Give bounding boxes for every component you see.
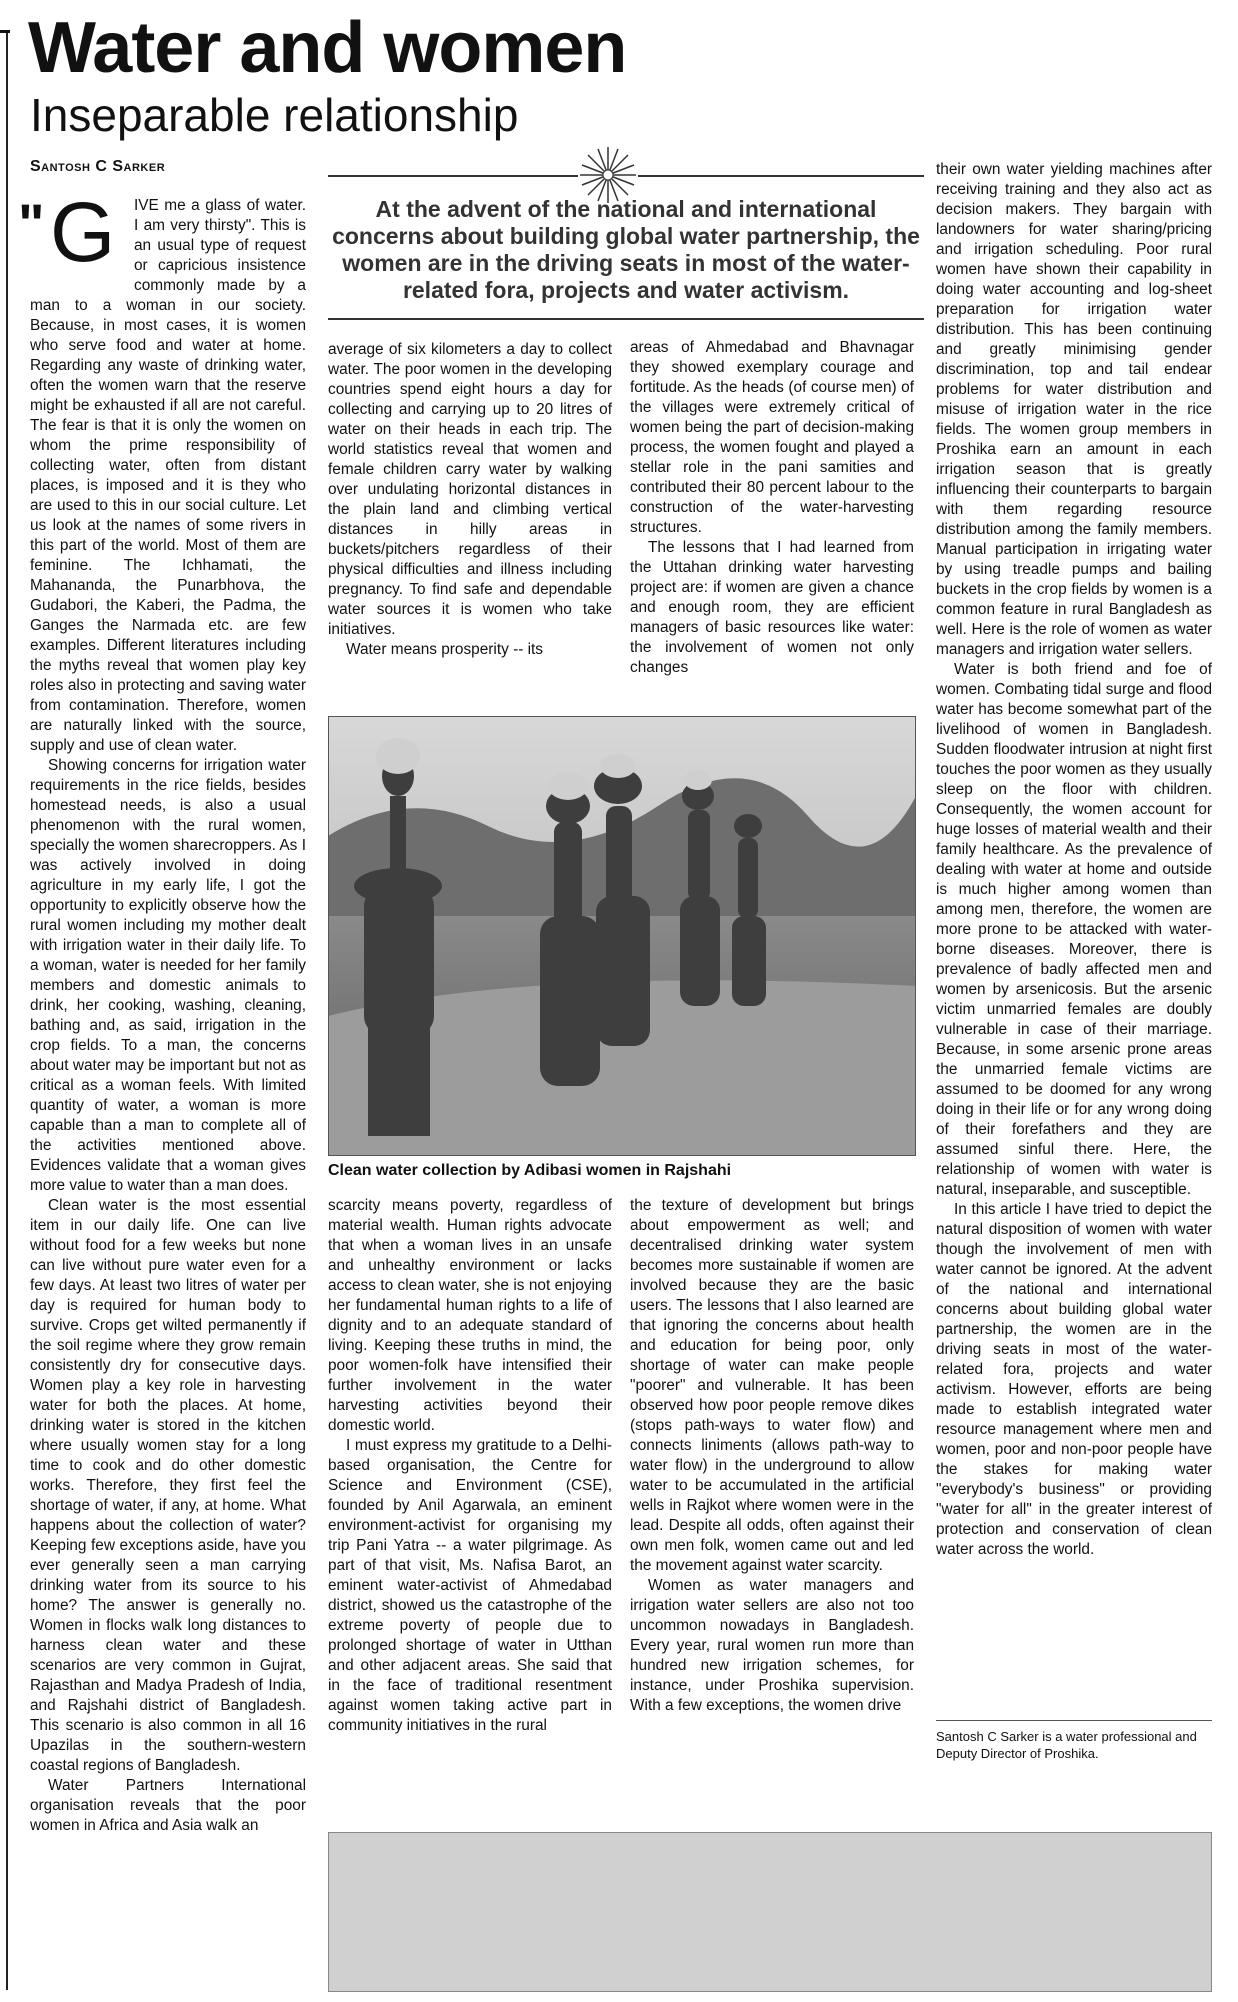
- article-subtitle: Inseparable relationship: [30, 89, 519, 141]
- article-photo: [328, 716, 916, 1156]
- paragraph: the texture of development but brings about empowerment as well; and decentralised drinking water system becomes more sustainable if women are involved because they are the basic users. The lessons that I also learned are that ignoring the concerns about health and education for being poor, only shortage of water can make people "poorer" and vulnerable. It has been observed how poor people remove dikes (stops path-ways to water flow) and connects liniments (allows path-way to water flow) in the underground to allow water to be accumulated in the artificial wells in Rajkot where women were in the lead. Despite all odds, often against their own men folk, women came out and led the movement against water scarcity.: [630, 1197, 914, 1574]
- article-column-1: [30, 196, 306, 1986]
- paragraph: average of six kilometers a day to collect water. The poor women in the developing countries spend eight hours a day for collecting and carrying up to 20 litres of water on their heads in each trip. The world statistics reveal that women and female children carry water by walking over undulating horizontal distances in the plain land and climbing vertical distances in hilly areas in buckets/pitchers regardless of their physical difficulties and illness including pregnancy. To find safe and dependable water sources it is women who take initiatives.: [328, 341, 612, 638]
- open-quote-mark: ": [18, 192, 45, 255]
- paragraph: Water means prosperity -- its: [346, 641, 543, 658]
- paragraph: The lessons that I had learned from the Uttahan drinking water harvesting project are: if women are given a chance and enough room, they are efficient managers of basic resources like water: the involvement of women not only changes: [630, 539, 914, 676]
- author-bio: Santosh C Sarker is a water professional and Deputy Director of Proshika.: [936, 1729, 1197, 1761]
- paragraph: Women as water managers and irrigation water sellers are also not too uncommon nowadays in Bangladesh. Every year, rural women run more than hundred new irrigation schemes, for instance, under Proshika supervision. With a few exceptions, the women drive: [630, 1577, 914, 1714]
- article-column-2-bottom: [328, 1196, 612, 1816]
- drop-cap: G: [50, 185, 116, 279]
- women-carrying-water-image: [328, 716, 916, 1156]
- article-column-3-top: [630, 338, 914, 700]
- paragraph: IVE me a glass of water. I am very thirsty". This is an usual type of request or capricious insistence commonly made by a man to a woman in our society. Because, in most cases, it is women who serve food and water at home. Regarding any waste of drinking water, often the women warn that the reserve might be exhausted if all are not careful. The fear is that it is only the women on whom the prime responsibility of collecting water, often from distant places, is imposed and it is they who are used to this in our social culture. Let us look at the names of some rivers in this part of the world. Most of them are feminine. The Ichhamati, the Mahananda, the Punarbhova, the Gudabori, the Kaberi, the Padma, the Ganges the Narmada etc. are few examples. Different literatures including the myths reveal that women play key roles also in protecting and saving water from contamination. Therefore, women are naturally linked with the source, supply and use of clean water.: [30, 197, 306, 754]
- left-column-rule: [6, 30, 8, 1990]
- paragraph: Showing concerns for irrigation water requirements in the rice fields, besides homestead needs, is also a usual phenomenon with the rural women, specially the women sharecroppers. As I was actively involved in doing agriculture in my early life, I got the opportunity to explicitly observe how the rural women including my mother dealt with irrigation water in their daily life. To a woman, water is needed for her family members and domestic animals to drink, her cooking, washing, cleaning, bathing and, as said, irrigation in the crop fields. To a man, the concerns about water may be important but not as critical as a woman feels. With limited quantity of water, a woman is more capable than a man to complete all of the activities mentioned above. Evidences validate that a woman gives more value to water than a man does.: [30, 757, 306, 1194]
- article-column-4: [936, 160, 1212, 1820]
- paragraph: Water is both friend and foe of women. Combating tidal surge and flood water has become somewhat part of the livelihood of women in Bangladesh. Sudden floodwater intrusion at night first touches the poor women as they usually sleep on the floor with children. Consequently, the women account for huge losses of material wealth and their family healthcare. As the prevalence of dealing with water at home and outside is much higher among women than among men, therefore, the women are more prone to be attacked with water-borne diseases. Moreover, there is prevalence of badly affected men and women by arsenicosis. But the arsenic victim unmarried females are doubly vulnerable in case of their marriage. Because, in some arsenic prone areas the unmarried female victims are assumed to be doomed for any wrong doing in their life or for any wrong doing of their forefathers and they are assumed sinful there. Here, the relationship of women with water is natural, inseparable, and susceptible.: [936, 661, 1212, 1198]
- bio-divider: [936, 1720, 1212, 1721]
- byline: Santosh C Sarker: [30, 158, 166, 175]
- pull-quote-rule-bottom: [328, 318, 924, 320]
- article-column-3-bottom: [630, 1196, 914, 1816]
- article-title: Water and women: [28, 8, 627, 88]
- paragraph: their own water yielding machines after receiving training and they also act as decision makers. They bargain with landowners for water sharing/pricing and irrigation scheduling. Poor rural women have shown their capability in doing water accounting and log-sheet preparation for irrigation water distribution. This has been continuing and greatly minimising gender discrimination, top and tail endear problems for water distribution and misuse of irrigation water in the rice fields. The women group members in Proshika earn an amount in each irrigation season that is greatly influencing their counterparts to bargain with them regarding resource distribution among the family members. Manual participation in irrigating water by using treadle pumps and bailing buckets in the crop fields by women is a common feature in rural Bangladesh as well. Here is the role of women as water managers and irrigation water sellers.: [936, 161, 1212, 658]
- paragraph: I must express my gratitude to a Delhi-based organisation, the Centre for Science and Environment (CSE), founded by Anil Agarwala, an eminent environment-activist for organising my trip Pani Yatra -- a water pilgrimage. As part of that visit, Ms. Nafisa Barot, an eminent water-activist of Ahmedabad district, showed us the catastrophe of the extreme poverty of people due to prolonged shortage of water in Utthan and other adjacent areas. She said that in the face of traditional resentment against women taking active part in community initiatives in the rural: [328, 1437, 612, 1734]
- photo-caption: Clean water collection by Adibasi women in Rajshahi: [328, 1162, 732, 1179]
- paragraph: areas of Ahmedabad and Bhavnagar they showed exemplary courage and fortitude. As the heads (of course men) of the villages were extremely critical of women being the part of decision-making process, the women fought and played a stellar role in the pani samities and contributed their 80 percent labour to the construction of the water-harvesting structures.: [630, 339, 914, 536]
- paragraph: Clean water is the most essential item in our daily life. One can live without food for a few weeks but none can live without pure water even for a few days. At least two litres of water per day is required for human body to survive. Crops get wilted permanently if the soil regime where they grow remain consistently dry for consecutive days. Women play a key role in harvesting water for both the places. At home, drinking water is stored in the kitchen where usually women stay for a long time to cook and do other domestic works. Therefore, they first feel the shortage of water, if any, at home. What happens about the collection of water? Keeping few exceptions aside, have you ever generally seen a man carrying drinking water from its source to his home? The answer is generally no. Women in flocks walk long distances to harness clean water and these scenarios are very common in Gujrat, Rajasthan and Madya Pradesh of India, and Rajshahi district of Bangladesh. This scenario is also common in all 16 Upazilas in the southern-western coastal regions of Bangladesh.: [30, 1197, 306, 1774]
- article-column-2-top: [328, 340, 612, 700]
- paragraph: scarcity means poverty, regardless of material wealth. Human rights advocate that when a woman lives in an unsafe and unhealthy environment or lacks access to clean water, she is not enjoying her fundamental human rights to a life of dignity and to an adequate standard of living. Keeping these truths in mind, the poor women-folk have intensified their further involvement in the water harvesting activities beyond their domestic world.: [328, 1197, 612, 1434]
- paragraph: Water Partners International organisation reveals that the poor women in Africa and Asia walk an: [30, 1777, 306, 1834]
- blank-ad-box: [328, 1832, 1212, 1992]
- pull-quote: At the advent of the national and international concerns about building global water partnership, the women are in the driving seats in most of the water-related fora, projects and water activism.: [332, 196, 920, 303]
- left-edge-tick: [0, 30, 10, 33]
- paragraph: In this article I have tried to depict the natural disposition of women with water though the involvement of men with water cannot be ignored. At the advent of the national and international concerns about building global water partnership, the women are in the driving seats in most of the water-related fora, projects and water activism. However, efforts are being made to establish integrated water resource management where men and women, poor and non-poor people have the stakes for making water "everybody's business" or providing "water for all" in the greater interest of protection and conservation of clean water across the world.: [936, 1201, 1212, 1558]
